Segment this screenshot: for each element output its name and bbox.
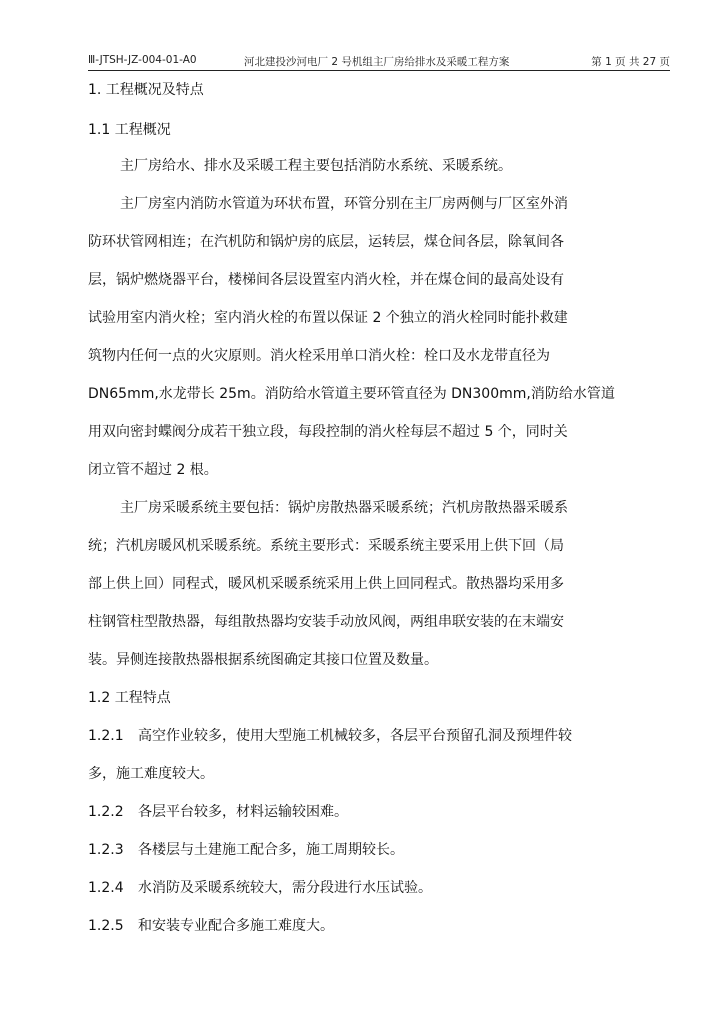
list-item-number: 1.2.4 — [88, 880, 124, 896]
list-item-text: 高空作业较多，使用大型施工机械较多，各层平台预留孔洞及预埋件较 — [138, 728, 572, 744]
paragraph-line: 部上供上回）同程式，暖风机采暖系统采用上供上回同程式。散热器均采用多 — [88, 576, 564, 592]
paragraph-line: 主厂房给水、排水及采暖工程主要包括消防水系统、采暖系统。 — [120, 158, 512, 174]
section-heading: 1. 工程概况及特点 — [88, 82, 204, 98]
paragraph-line: 闭立管不超过 2 根。 — [88, 462, 218, 478]
paragraph-line: 主厂房采暖系统主要包括：锅炉房散热器采暖系统；汽机房散热器采暖系 — [120, 500, 568, 516]
list-item — [88, 917, 334, 935]
list-item-number: 1.2.5 — [88, 918, 124, 934]
list-item-text: 多，施工难度较大。 — [88, 766, 214, 782]
paragraph-line: 试验用室内消火栓；室内消火栓的布置以保证 2 个独立的消火栓同时能扑救建 — [88, 310, 568, 326]
list-item — [88, 765, 214, 783]
paragraph-line: DN65mm,水龙带长 25m。消防给水管道主要环管直径为 DN300mm,消防给水管道 — [88, 386, 615, 402]
list-item — [88, 803, 348, 821]
paragraph-line: 统；汽机房暖风机采暖系统。系统主要形式：采暖系统主要采用上供下回（局 — [88, 538, 564, 554]
list-item-text: 各楼层与土建施工配合多，施工周期较长。 — [138, 842, 404, 858]
paragraph-line: 用双向密封蝶阀分成若干独立段，每段控制的消火栓每层不超过 5 个，同时关 — [88, 424, 568, 440]
paragraph-line: 筑物内任何一点的火灾原则。消火栓采用单口消火栓：栓口及水龙带直径为 — [88, 348, 550, 364]
document-code: Ⅲ-JTSH-JZ-004-01-A0 — [88, 54, 197, 66]
subsection-heading: 1.2 工程特点 — [88, 690, 171, 706]
subsection-heading: 1.1 工程概况 — [88, 122, 171, 138]
list-item-number: 1.2.1 — [88, 728, 124, 744]
paragraph-line: 防环状管网相连；在汽机防和锅炉房的底层，运转层，煤仓间各层，除氧间各 — [88, 234, 564, 250]
page-number: 第 1 页 共 27 页 — [591, 56, 670, 68]
paragraph-line: 层，锅炉燃烧器平台，楼梯间各层设置室内消火栓，并在煤仓间的最高处设有 — [88, 272, 564, 288]
document-title: 河北建投沙河电厂 2 号机组主厂房给排水及采暖工程方案 — [244, 56, 510, 68]
paragraph-line: 装。异侧连接散热器根据系统图确定其接口位置及数量。 — [88, 652, 438, 668]
list-item-text: 和安装专业配合多施工难度大。 — [138, 918, 334, 934]
paragraph-line: 主厂房室内消防水管道为环状布置，环管分别在主厂房两侧与厂区室外消 — [120, 196, 568, 212]
list-item-number: 1.2.2 — [88, 804, 124, 820]
list-item — [88, 879, 432, 897]
list-item — [88, 727, 572, 745]
page-header — [88, 52, 670, 71]
list-item-text: 各层平台较多，材料运输较困难。 — [138, 804, 348, 820]
paragraph-line: 柱钢管柱型散热器，每组散热器均安装手动放风阀，两组串联安装的在末端安 — [88, 614, 564, 630]
list-item — [88, 841, 404, 859]
list-item-text: 水消防及采暖系统较大，需分段进行水压试验。 — [138, 880, 432, 896]
list-item-number: 1.2.3 — [88, 842, 124, 858]
